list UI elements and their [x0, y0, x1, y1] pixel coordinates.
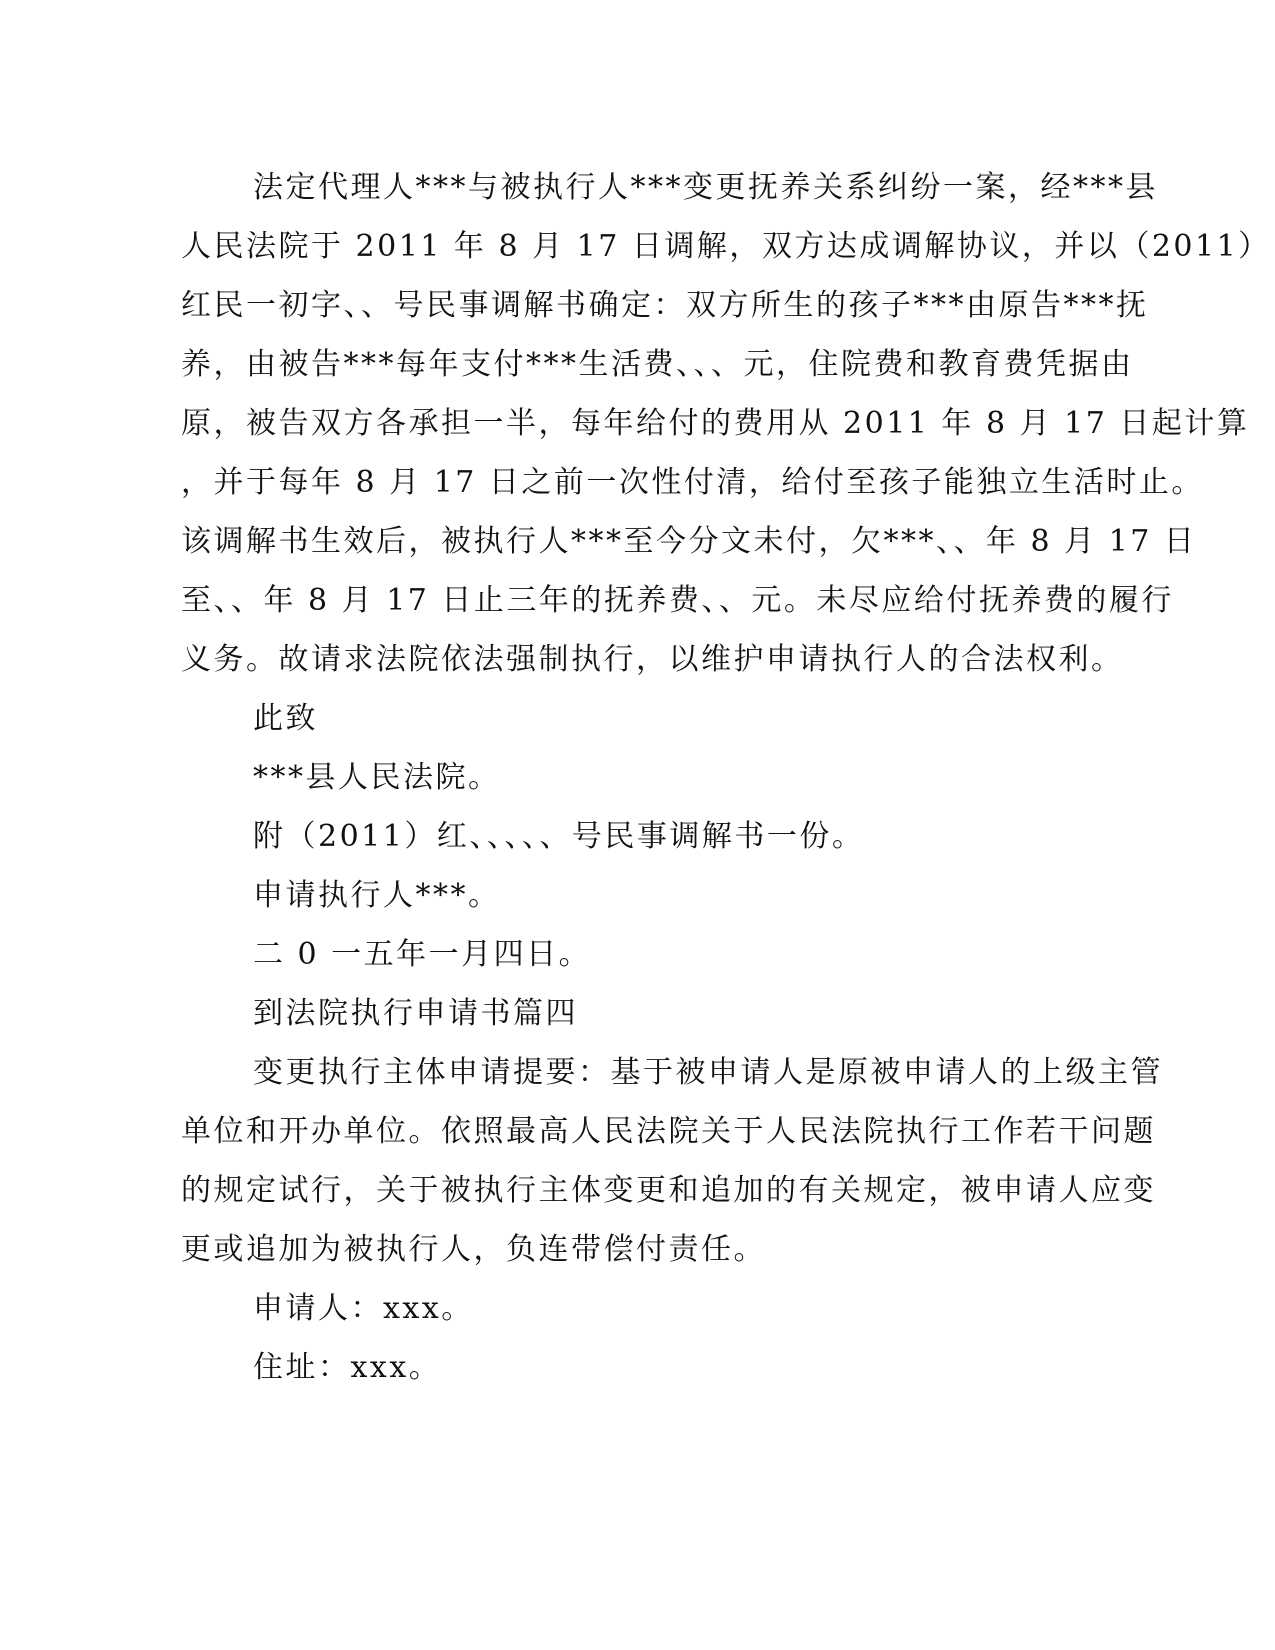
- paragraph-line: 的规定试行，关于被执行主体变更和追加的有关规定，被申请人应变: [181, 1173, 1156, 1208]
- applicant-line: 申请执行人***。: [253, 878, 501, 913]
- applicant-field-line: 申请人：xxx。: [253, 1291, 474, 1326]
- paragraph-line: ，并于每年 8 月 17 日之前一次性付清，给付至孩子能独立生活时止。: [181, 465, 1204, 500]
- attachment-line: 附（2011）红、、、、、号民事调解书一份。: [253, 819, 865, 854]
- paragraph-line: 原，被告双方各承担一半，每年给付的费用从 2011 年 8 月 17 日起计算: [181, 406, 1250, 441]
- paragraph-line: 养，由被告***每年支付***生活费、、、元，住院费和教育费凭据由: [181, 347, 1134, 382]
- address-field-line: 住址：xxx。: [253, 1350, 442, 1385]
- paragraph-line: 变更执行主体申请提要：基于被申请人是原被申请人的上级主管: [253, 1055, 1163, 1090]
- salutation-line: 此致: [253, 701, 318, 736]
- recipient-line: ***县人民法院。: [253, 760, 501, 795]
- paragraph-line: 至、、年 8 月 17 日止三年的抚养费、、元。未尽应给付抚养费的履行: [181, 583, 1174, 618]
- paragraph-line: 法定代理人***与被执行人***变更抚养关系纠纷一案，经***县: [253, 170, 1158, 205]
- document-body: [181, 158, 1271, 1397]
- paragraph-line: 红民一初字、、号民事调解书确定：双方所生的孩子***由原告***抚: [181, 288, 1149, 323]
- paragraph-line: 人民法院于 2011 年 8 月 17 日调解，双方达成调解协议，并以（2011）: [181, 229, 1271, 264]
- paragraph-line: 该调解书生效后，被执行人***至今分文未付，欠***、、年 8 月 17 日: [181, 524, 1197, 559]
- section-title: 到法院执行申请书篇四: [253, 996, 578, 1031]
- paragraph-line: 更或追加为被执行人，负连带偿付责任。: [181, 1232, 766, 1267]
- date-line: 二 0 一五年一月四日。: [253, 937, 592, 972]
- paragraph-line: 义务。故请求法院依法强制执行，以维护申请执行人的合法权利。: [181, 642, 1124, 677]
- paragraph-line: 单位和开办单位。依照最高人民法院关于人民法院执行工作若干问题: [181, 1114, 1156, 1149]
